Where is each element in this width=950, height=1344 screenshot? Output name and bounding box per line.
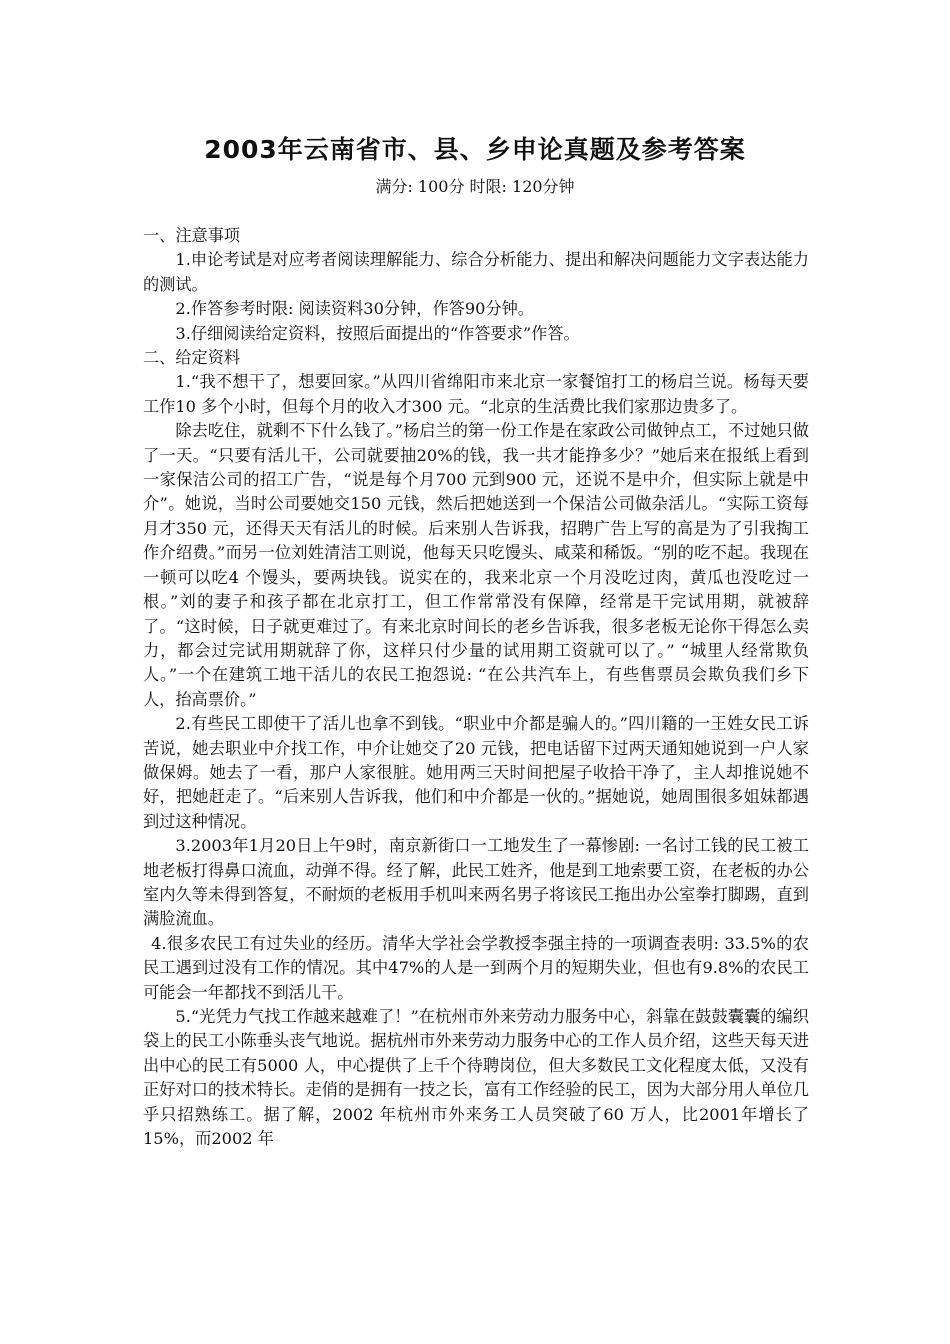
note-item-2: 2.作答参考时限: 阅读资料30分钟，作答90分钟。 [175, 299, 535, 319]
material-paragraph-4: 4.很多农民工有过失业的经历。清华大学社会学教授李强主持的一项调查表明: 33.5%的农民工遇到过没有工作的情况。其中47%的人是一到两个月的短期失业，但也有9.8%的农民工可能会一年都找不到活儿干。 [143, 933, 809, 1002]
page-title: 2003年云南省市、县、乡申论真题及参考答案 [204, 135, 746, 164]
section-heading-notes: 一、注意事项 [143, 226, 241, 245]
note-item-1: 1.申论考试是对应考者阅读理解能力、综合分析能力、提出和解决问题能力文字表达能力的测试。 [143, 250, 809, 294]
material-paragraph-1-continued: 除去吃住，就剩不下什么钱了。”杨启兰的第一份工作是在家政公司做钟点工，不过她只做了一天。“只要有活儿干，公司就要抽20%的钱，我一共才能挣多少？”她后来在报纸上看到一家保洁公司的招工广告，“说是每个月700 元到900 元，还说不是中介，但实际上就是中介”。她说，当时公司要她交150 元钱，然后把她送到一个保洁公司做杂活儿。“实际工资每月才350 元，还得天天有活儿的时候。后来别人告诉我，招聘广告上写的高是为了引我掏工作介绍费。”而另一位刘姓清洁工则说，他每天只吃馒头、咸菜和稀饭。“别的吃不起。我现在一顿可以吃4 个馒头，要两块钱。说实在的，我来北京一个月没吃过肉，黄瓜也没吃过一根。”刘的妻子和孩子都在北京打工，但工作常常没有保障，经常是干完试用期，就被辞了。“这时候，日子就更难过了。有来北京时间长的老乡告诉我，很多老板无论你干得怎么卖力，都会过完试用期就辞了你，这样只付少量的试用期工资就可以了。” “城里人经常欺负人。”一个在建筑工地干活儿的农民工抱怨说: “在公共汽车上，有些售票员会欺负我们乡下人，抬高票价。” [143, 421, 809, 709]
material-paragraph-2: 2.有些民工即使干了活儿也拿不到钱。“职业中介都是骗人的。”四川籍的一王姓女民工诉苦说，她去职业中介找工作，中介让她交了20 元钱，把电话留下过两天通知她说到一户人家做保姆。她去了一看，那户人家很脏。她用两三天时间把屋子收拾干净了，主人却推说她不好，把她赶走了。“后来别人告诉我，他们和中介都是一伙的。”据她说，她周围很多姐妹都遇到过这种情况。 [143, 714, 809, 831]
material-paragraph-3: 3.2003年1月20日上午9时，南京新街口一工地发生了一幕惨剧: 一名讨工钱的民工被工地老板打得鼻口流血，动弹不得。经了解，此民工姓齐，他是到工地索要工资，在老板的办公室内久等未得到答复，不耐烦的老板用手机叫来两名男子将该民工拖出办公室拳打脚踢，直到满脸流血。 [143, 836, 809, 929]
note-item-3: 3.仔细阅读给定资料，按照后面提出的“作答要求”作答。 [175, 323, 580, 343]
document-body [143, 224, 809, 1151]
page-subtitle: 满分: 100分 时限: 120分钟 [375, 177, 575, 196]
material-paragraph-1: 1.“我不想干了，想要回家。”从四川省绵阳市来北京一家餐馆打工的杨启兰说。杨每天要工作10 多个小时，但每个月的收入才300 元。“北京的生活费比我们家那边贵多了。 [143, 372, 809, 416]
material-paragraph-5: 5.“光凭力气找工作越来越难了！”在杭州市外来劳动力服务中心，斜靠在鼓鼓囊囊的编织袋上的民工小陈垂头丧气地说。据杭州市外来劳动力服务中心的工作人员介绍，这些天每天进出中心的民工有5000 人，中心提供了上千个待聘岗位，但大多数民工文化程度太低，又没有正好对口的技术特长。走俏的是拥有一技之长，富有工作经验的民工，因为大部分用人单位几乎只招熟练工。据了解，2002 年杭州市外来务工人员突破了60 万人，比2001年增长了15%，而2002 年 [143, 1007, 809, 1149]
section-heading-materials: 二、给定资料 [143, 348, 241, 368]
